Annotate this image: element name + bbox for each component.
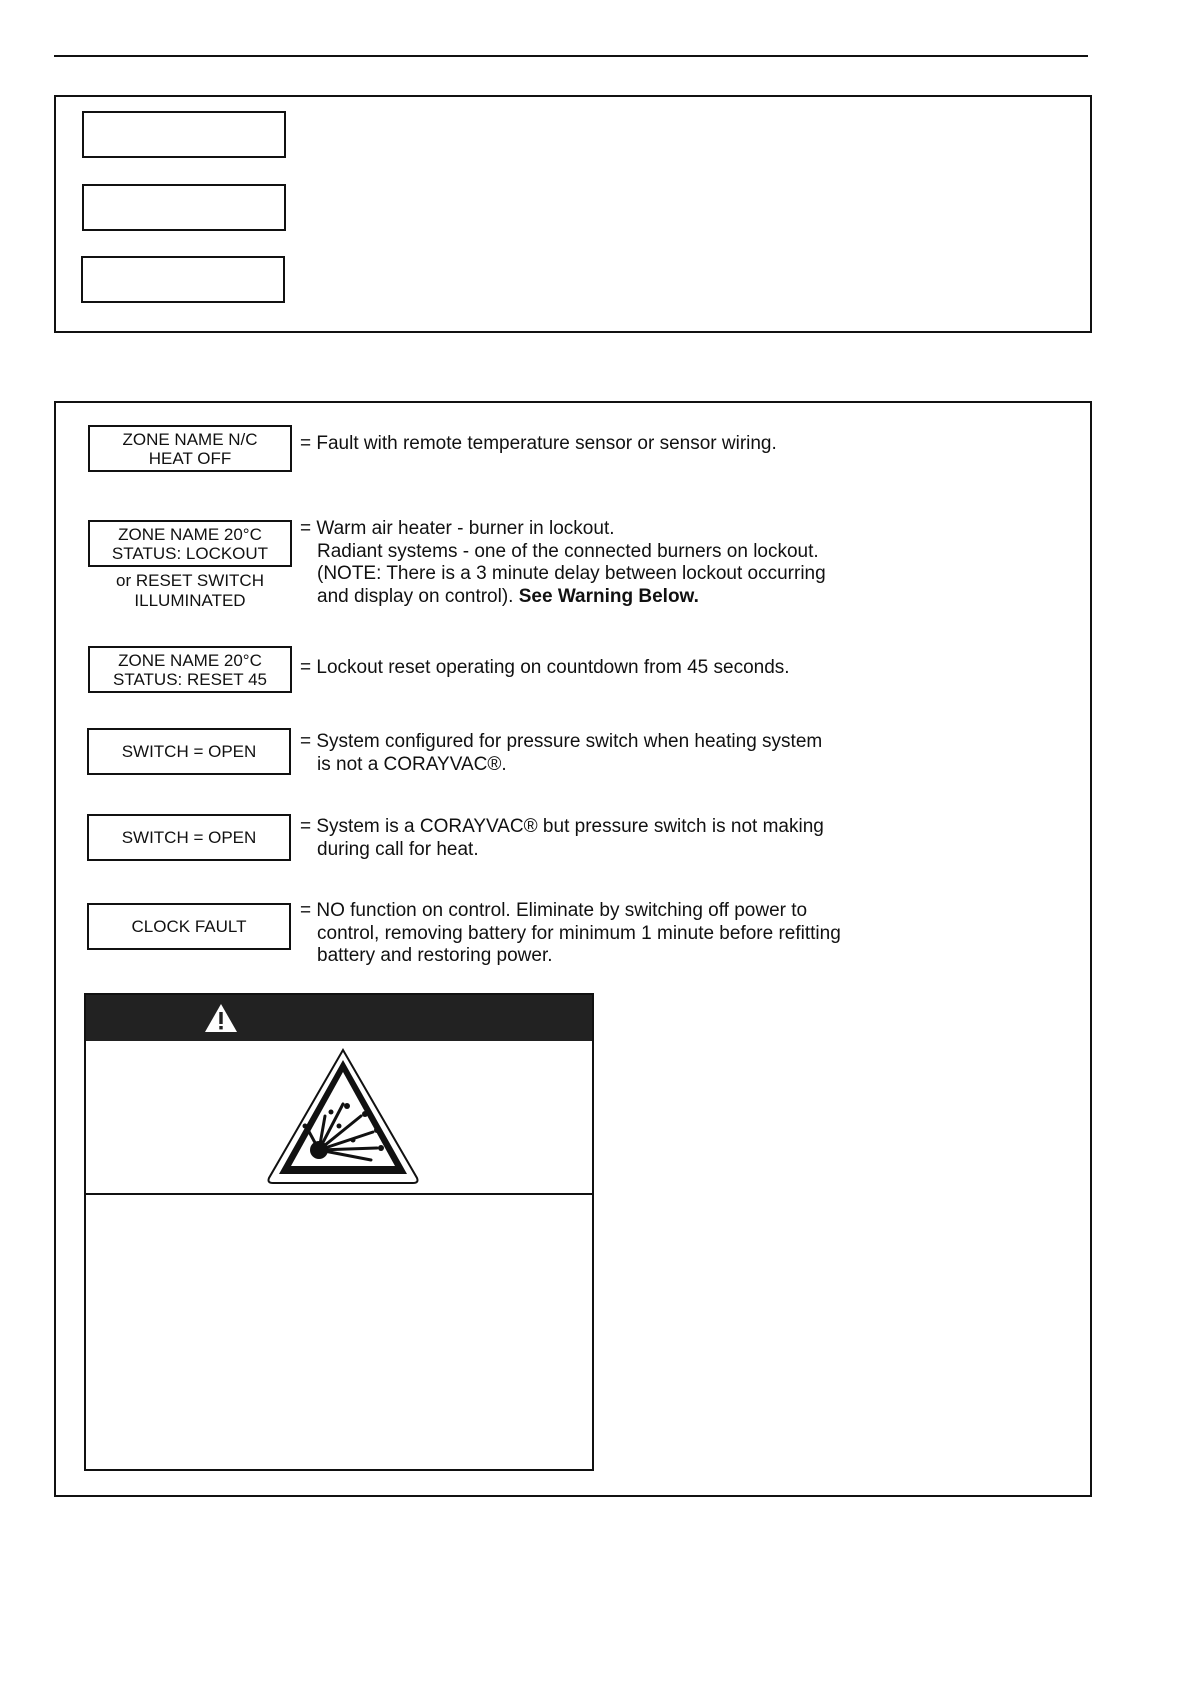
description-text: and display on control). [317, 585, 514, 607]
display-line: HEAT OFF [148, 448, 232, 468]
display-line: ZONE NAME N/C [122, 429, 258, 449]
description-line: (NOTE: There is a 3 minute delay between lockout occurring [317, 563, 826, 584]
warning-box [84, 993, 594, 1471]
display-line: CLOCK FAULT [131, 917, 247, 936]
display-line: STATUS: LOCKOUT [111, 543, 269, 563]
display-reset-countdown [88, 646, 292, 693]
blank-display-1 [82, 111, 286, 158]
display-line: SWITCH = OPEN [121, 828, 257, 847]
description-sensor-fault [300, 433, 777, 456]
display-switch-open-corayvac [87, 814, 291, 861]
reset-switch-note [88, 571, 292, 611]
header-rule [54, 55, 1088, 57]
note-line: ILLUMINATED [134, 591, 246, 610]
display-lockout [88, 520, 292, 567]
blank-displays-panel [54, 95, 1092, 333]
description-line: = Warm air heater - burner in lockout. [300, 518, 615, 539]
description-line: battery and restoring power. [317, 945, 553, 966]
warning-triangle-icon [204, 1003, 238, 1033]
display-switch-open-config [87, 728, 291, 775]
blank-display-2 [82, 184, 286, 231]
description-line: is not a CORAYVAC®. [317, 753, 507, 775]
display-line: ZONE NAME 20°C [118, 650, 262, 670]
description-switch-open-corayvac [300, 816, 824, 861]
description-line: = System is a CORAYVAC® but pressure switch is not making [300, 816, 824, 837]
display-clock-fault [87, 903, 291, 950]
warning-divider [86, 1193, 592, 1195]
blank-display-3 [81, 256, 285, 303]
description-line: = System configured for pressure switch when heating system [300, 731, 823, 752]
description-line: = Fault with remote temperature sensor or sensor wiring. [300, 433, 777, 454]
description-line: Radiant systems - one of the connected burners on lockout. [317, 540, 819, 562]
description-reset-countdown [300, 657, 790, 680]
note-line: or RESET SWITCH [116, 571, 264, 590]
display-line: ZONE NAME 20°C [118, 524, 262, 544]
description-lockout [300, 518, 826, 608]
description-line: = NO function on control. Eliminate by switching off power to [300, 900, 808, 921]
description-line: = Lockout reset operating on countdown from 45 seconds. [300, 657, 790, 678]
description-line: during call for heat. [317, 838, 479, 860]
description-clock-fault [300, 900, 841, 968]
warning-header-bar [86, 995, 592, 1041]
display-sensor-fault [88, 425, 292, 472]
description-switch-open-config [300, 731, 822, 776]
display-line: SWITCH = OPEN [121, 742, 257, 761]
display-line: STATUS: RESET 45 [113, 669, 267, 689]
description-line [300, 586, 826, 609]
description-line: control, removing battery for minimum 1 minute before refitting [317, 922, 841, 944]
explosion-hazard-icon [265, 1046, 421, 1186]
see-warning-emphasis: See Warning Below. [518, 585, 699, 607]
